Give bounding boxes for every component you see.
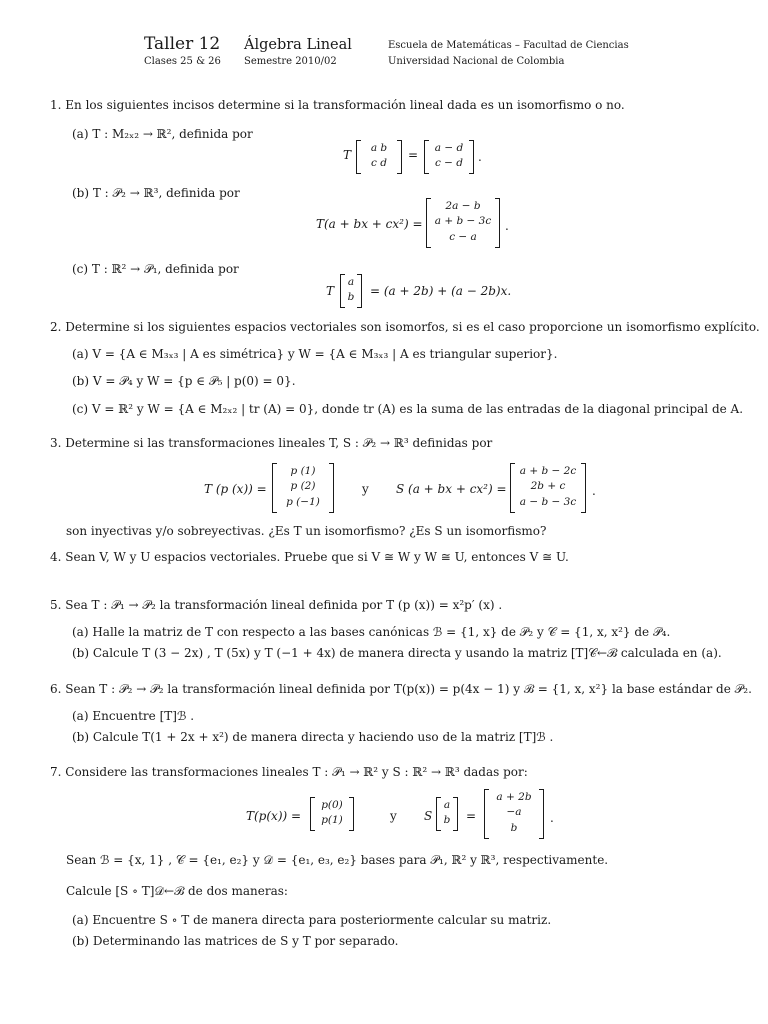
problem-5b: (b) Calcule T (3 − 2x) , T (5x) y T (−1 + 4x) de manera directa y usando la matriz [T]𝒞←ℬ calculada en (a). — [72, 646, 722, 660]
matrix-1c — [340, 274, 362, 308]
eq-1a-lhs: T — [343, 148, 352, 162]
problem-3-tail: son inyectivas y/o sobreyectivas. ¿Es T un isomorfismo? ¿Es S un isomorfismo? — [66, 524, 547, 538]
matrix-row: −a — [506, 806, 522, 818]
eq-3-s: S (a + bx + cx²) = — [396, 482, 507, 496]
problem-6a: (a) Encuentre [T]ℬ . — [72, 709, 195, 723]
matrix-row: 2a − b — [445, 200, 481, 212]
matrix-row: a — [347, 276, 355, 288]
matrix-row: a − d — [434, 142, 464, 154]
problem-2: 2. Determine si los siguientes espacios vectoriales son isomorfos, si es el caso proporcione un isomorfismo explícito. — [50, 320, 760, 334]
problem-1: 1. En los siguientes incisos determine si la transformación lineal dada es un isomorfismo o no. — [50, 98, 625, 112]
problem-7-bases: Sean ℬ = {x, 1} , 𝒞 = {e₁, e₂} y 𝒟 = {e₁, e₃, e₂} bases para 𝒫₁, ℝ² y ℝ³, respectivamente. — [66, 853, 609, 867]
matrix-row: c d — [371, 157, 387, 169]
period: . — [592, 484, 596, 498]
matrix-row: c − d — [434, 157, 464, 169]
matrix-1a-right — [424, 140, 474, 174]
period: . — [505, 219, 509, 233]
matrix-7-t — [310, 797, 354, 831]
period: . — [550, 811, 554, 825]
problem-4: 4. Sean V, W y U espacios vectoriales. Pruebe que si V ≅ W y W ≅ U, entonces V ≅ U. — [50, 550, 569, 564]
matrix-row: b — [443, 814, 451, 826]
page-title: Taller 12 — [144, 34, 221, 54]
matrix-row: p (−1) — [286, 496, 320, 508]
problem-1b: (b) T : 𝒫₂ → ℝ³, definida por — [72, 186, 240, 200]
matrix-row: p(0) — [321, 799, 343, 811]
eq-7-lhs: T(p(x)) = — [246, 809, 302, 823]
matrix-row: a + b − 2c — [519, 465, 577, 477]
course-name: Álgebra Lineal — [244, 37, 352, 53]
problem-2b: (b) V = 𝒫₄ y W = {p ∈ 𝒫₅ | p(0) = 0}. — [72, 374, 296, 388]
matrix-row: p (2) — [290, 480, 316, 492]
problem-2a: (a) V = {A ∈ M₃ₓ₃ | A es simétrica} y W = {A ∈ M₃ₓ₃ | A es triangular superior}. — [72, 347, 558, 361]
school-name: Escuela de Matemáticas – Facultad de Ciencias — [388, 40, 629, 51]
eq-7-s: S — [424, 809, 433, 823]
university-name: Universidad Nacional de Colombia — [388, 56, 565, 67]
equals-sign: = — [466, 809, 477, 823]
matrix-row: b — [347, 291, 355, 303]
period: . — [478, 150, 482, 164]
semester: Semestre 2010/02 — [244, 56, 337, 67]
problem-6b: (b) Calcule T(1 + 2x + x²) de manera directa y haciendo uso de la matriz [T]ℬ . — [72, 730, 554, 744]
problem-5a: (a) Halle la matriz de T con respecto a las bases canónicas ℬ = {1, x} de 𝒫₂ y 𝒞 = {1, x, x²} de 𝒫₄. — [72, 625, 671, 639]
matrix-7-s-in — [436, 797, 458, 831]
eq-1b-lhs: T(a + bx + cx²) = — [316, 217, 423, 231]
eq-3-lhs: T (p (x)) = — [204, 482, 267, 496]
problem-7: 7. Considere las transformaciones lineales T : 𝒫₁ → ℝ² y S : ℝ² → ℝ³ dadas por: — [50, 765, 528, 779]
matrix-1b — [426, 198, 500, 248]
matrix-1a-left — [356, 140, 402, 174]
eq-1c-rhs: = (a + 2b) + (a − 2b)x. — [370, 284, 512, 298]
problem-1a: (a) T : M₂ₓ₂ → ℝ², definida por — [72, 127, 253, 141]
matrix-row: 2b + c — [530, 480, 566, 492]
matrix-7-s-out — [484, 789, 544, 839]
eq-1c-lhs: T — [326, 284, 335, 298]
problem-2c: (c) V = ℝ² y W = {A ∈ M₂ₓ₂ | tr (A) = 0}, donde tr (A) es la suma de las entradas de la diagonal principal de A. — [72, 402, 744, 416]
matrix-3-t — [272, 463, 334, 513]
page-subtitle: Clases 25 & 26 — [144, 56, 221, 67]
problem-7a: (a) Encuentre S ∘ T de manera directa para posteriormente calcular su matriz. — [72, 913, 552, 927]
matrix-row: c − a — [449, 231, 477, 243]
problem-5: 5. Sea T : 𝒫₁ → 𝒫₂ la transformación lineal definida por T (p (x)) = x²p′ (x) . — [50, 598, 503, 612]
problem-1c: (c) T : ℝ² → 𝒫₁, definida por — [72, 262, 239, 276]
matrix-row: p (1) — [290, 465, 316, 477]
matrix-row: a — [443, 799, 451, 811]
problem-3: 3. Determine si las transformaciones lineales T, S : 𝒫₂ → ℝ³ definidas por — [50, 436, 493, 450]
matrix-row: a + 2b — [496, 791, 532, 803]
problem-6: 6. Sean T : 𝒫₂ → 𝒫₂ la transformación lineal definida por T(p(x)) = p(4x − 1) y ℬ = {1, x, x²} la base estándar de 𝒫₂. — [50, 682, 752, 696]
conjunction-y: y — [390, 809, 397, 823]
conjunction-y: y — [362, 482, 369, 496]
matrix-3-s — [510, 463, 586, 513]
equals-sign: = — [408, 148, 419, 162]
matrix-row: a b — [370, 142, 388, 154]
problem-7b: (b) Determinando las matrices de S y T por separado. — [72, 934, 399, 948]
problem-7-calc: Calcule [S ∘ T]𝒟←ℬ de dos maneras: — [66, 884, 288, 898]
matrix-row: a + b − 3c — [434, 215, 492, 227]
matrix-row: b — [510, 822, 518, 834]
matrix-row: a − b − 3c — [519, 496, 577, 508]
matrix-row: p(1) — [321, 814, 343, 826]
